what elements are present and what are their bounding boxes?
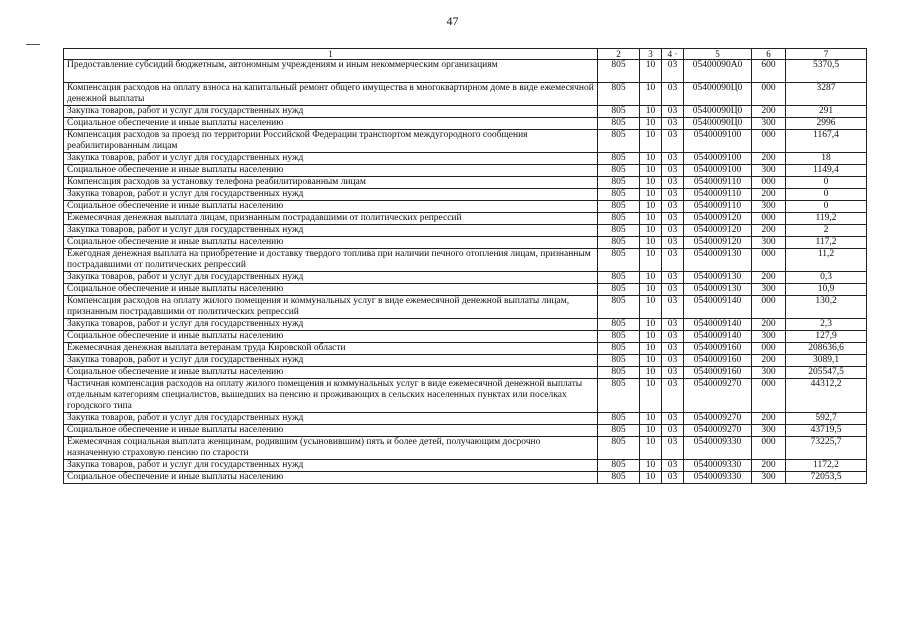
subsection-code-cell: 03 [662,319,684,331]
column-header: 5 [684,49,752,60]
amount-cell: 117,2 [786,237,867,249]
amount-cell: 72053,5 [786,472,867,484]
ministry-code-cell: 805 [598,213,640,225]
ministry-code-cell: 805 [598,153,640,165]
ministry-code-cell: 805 [598,460,640,472]
ministry-code-cell: 805 [598,284,640,296]
table-row [64,153,867,165]
subsection-code-cell: 03 [662,355,684,367]
table-row [64,331,867,343]
amount-cell: 44312,2 [786,379,867,413]
expense-type-cell: 000 [752,130,786,153]
target-article-cell: 05400090А0 [684,60,752,83]
target-article-cell: 0540009140 [684,296,752,319]
amount-cell: 2 [786,225,867,237]
section-code-cell: 10 [640,106,662,118]
target-article-cell: 0540009140 [684,319,752,331]
expense-name-cell: Социальное обеспечение и иные выплаты населению [64,201,598,213]
expense-type-cell: 000 [752,213,786,225]
subsection-code-cell: 03 [662,153,684,165]
target-article-cell: 05400090Ц0 [684,83,752,106]
scan-edge-mark [26,44,40,45]
expense-name-cell: Закупка товаров, работ и услуг для государственных нужд [64,460,598,472]
section-code-cell: 10 [640,130,662,153]
table-row [64,177,867,189]
amount-cell: 2,3 [786,319,867,331]
ministry-code-cell: 805 [598,83,640,106]
section-code-cell: 10 [640,425,662,437]
subsection-code-cell: 03 [662,343,684,355]
section-code-cell: 10 [640,331,662,343]
expense-type-cell: 200 [752,272,786,284]
expense-type-cell: 000 [752,249,786,272]
expense-name-cell: Ежегодная денежная выплата на приобретение и доставку твердого топлива при наличии печного отопления лицам, признанным пострадавшими от политических репрессий [64,249,598,272]
amount-cell: 5370,5 [786,60,867,83]
column-number-row [64,49,867,60]
section-code-cell: 10 [640,118,662,130]
ministry-code-cell: 805 [598,355,640,367]
section-code-cell: 10 [640,213,662,225]
ministry-code-cell: 805 [598,189,640,201]
subsection-code-cell: 03 [662,272,684,284]
section-code-cell: 10 [640,296,662,319]
expense-type-cell: 200 [752,460,786,472]
expense-name-cell: Социальное обеспечение и иные выплаты населению [64,472,598,484]
expense-type-cell: 200 [752,225,786,237]
subsection-code-cell: 03 [662,237,684,249]
ministry-code-cell: 805 [598,60,640,83]
expense-type-cell: 200 [752,355,786,367]
table-row [64,425,867,437]
ministry-code-cell: 805 [598,106,640,118]
table-row [64,460,867,472]
expense-name-cell: Социальное обеспечение и иные выплаты населению [64,237,598,249]
ministry-code-cell: 805 [598,130,640,153]
subsection-code-cell: 03 [662,460,684,472]
amount-cell: 0 [786,177,867,189]
ministry-code-cell: 805 [598,331,640,343]
table-row [64,319,867,331]
amount-cell: 1167,4 [786,130,867,153]
expense-name-cell: Социальное обеспечение и иные выплаты населению [64,331,598,343]
expense-type-cell: 300 [752,165,786,177]
amount-cell: 205547,5 [786,367,867,379]
expense-type-cell: 300 [752,118,786,130]
expense-type-cell: 300 [752,284,786,296]
subsection-code-cell: 03 [662,60,684,83]
target-article-cell: 0540009100 [684,130,752,153]
expense-name-cell: Компенсация расходов на оплату жилого помещения и коммунальных услуг в виде ежемесячной денежной выплаты лицам, признанным пострадавшими от политических репрессий [64,296,598,319]
ministry-code-cell: 805 [598,272,640,284]
target-article-cell: 0540009130 [684,272,752,284]
amount-cell: 208636,6 [786,343,867,355]
table-row [64,189,867,201]
section-code-cell: 10 [640,83,662,106]
expense-type-cell: 300 [752,472,786,484]
expense-name-cell: Закупка товаров, работ и услуг для государственных нужд [64,189,598,201]
target-article-cell: 0540009120 [684,225,752,237]
table-row [64,472,867,484]
amount-cell: 0 [786,201,867,213]
subsection-code-cell: 03 [662,189,684,201]
section-code-cell: 10 [640,189,662,201]
expense-name-cell: Закупка товаров, работ и услуг для государственных нужд [64,106,598,118]
subsection-code-cell: 03 [662,472,684,484]
target-article-cell: 0540009330 [684,437,752,460]
amount-cell: 0,3 [786,272,867,284]
amount-cell: 119,2 [786,213,867,225]
expense-name-cell: Закупка товаров, работ и услуг для государственных нужд [64,355,598,367]
subsection-code-cell: 03 [662,106,684,118]
table-row [64,213,867,225]
table-row [64,355,867,367]
expense-type-cell: 600 [752,60,786,83]
table-row [64,201,867,213]
ministry-code-cell: 805 [598,165,640,177]
section-code-cell: 10 [640,249,662,272]
expense-name-cell: Предоставление субсидий бюджетным, автономным учреждениям и иным некоммерческим организациям [64,60,598,83]
table-row [64,118,867,130]
amount-cell: 18 [786,153,867,165]
amount-cell: 3089,1 [786,355,867,367]
expense-type-cell: 000 [752,177,786,189]
subsection-code-cell: 03 [662,165,684,177]
expense-name-cell: Ежемесячная социальная выплата женщинам, родившим (усыновившим) пять и более детей, получающим досрочно назначенную страховую пенсию по старости [64,437,598,460]
ministry-code-cell: 805 [598,425,640,437]
expense-name-cell: Социальное обеспечение и иные выплаты населению [64,284,598,296]
table-row [64,284,867,296]
ministry-code-cell: 805 [598,472,640,484]
expense-name-cell: Социальное обеспечение и иные выплаты населению [64,118,598,130]
target-article-cell: 0540009330 [684,460,752,472]
target-article-cell: 0540009160 [684,367,752,379]
expense-type-cell: 300 [752,367,786,379]
expense-type-cell: 200 [752,413,786,425]
expense-name-cell: Компенсация расходов за установку телефона реабилитированным лицам [64,177,598,189]
expense-name-cell: Закупка товаров, работ и услуг для государственных нужд [64,153,598,165]
column-header: 2 [598,49,640,60]
ministry-code-cell: 805 [598,225,640,237]
target-article-cell: 0540009160 [684,343,752,355]
section-code-cell: 10 [640,472,662,484]
table-row [64,437,867,460]
amount-cell: 1149,4 [786,165,867,177]
expense-name-cell: Закупка товаров, работ и услуг для государственных нужд [64,225,598,237]
section-code-cell: 10 [640,177,662,189]
expense-name-cell: Закупка товаров, работ и услуг для государственных нужд [64,319,598,331]
subsection-code-cell: 03 [662,201,684,213]
expense-name-cell: Закупка товаров, работ и услуг для государственных нужд [64,413,598,425]
expense-name-cell: Ежемесячная денежная выплата ветеранам труда Кировской области [64,343,598,355]
target-article-cell: 05400090Ц0 [684,106,752,118]
target-article-cell: 0540009120 [684,213,752,225]
section-code-cell: 10 [640,60,662,83]
subsection-code-cell: 03 [662,213,684,225]
ministry-code-cell: 805 [598,177,640,189]
table-row [64,367,867,379]
expense-name-cell: Социальное обеспечение и иные выплаты населению [64,425,598,437]
section-code-cell: 10 [640,319,662,331]
section-code-cell: 10 [640,225,662,237]
ministry-code-cell: 805 [598,237,640,249]
section-code-cell: 10 [640,165,662,177]
expense-name-cell: Закупка товаров, работ и услуг для государственных нужд [64,272,598,284]
expense-type-cell: 300 [752,237,786,249]
table-row [64,130,867,153]
ministry-code-cell: 805 [598,367,640,379]
subsection-code-cell: 03 [662,225,684,237]
expense-name-cell: Социальное обеспечение и иные выплаты населению [64,367,598,379]
column-header: 7 [786,49,867,60]
ministry-code-cell: 805 [598,437,640,460]
amount-cell: 127,9 [786,331,867,343]
target-article-cell: 0540009110 [684,201,752,213]
ministry-code-cell: 805 [598,343,640,355]
section-code-cell: 10 [640,437,662,460]
target-article-cell: 0540009130 [684,249,752,272]
subsection-code-cell: 03 [662,379,684,413]
target-article-cell: 0540009270 [684,413,752,425]
section-code-cell: 10 [640,201,662,213]
section-code-cell: 10 [640,237,662,249]
target-article-cell: 0540009160 [684,355,752,367]
amount-cell: 592,7 [786,413,867,425]
target-article-cell: 05400090Ц0 [684,118,752,130]
section-code-cell: 10 [640,460,662,472]
expense-type-cell: 300 [752,331,786,343]
target-article-cell: 0540009130 [684,284,752,296]
subsection-code-cell: 03 [662,331,684,343]
table-row [64,249,867,272]
target-article-cell: 0540009330 [684,472,752,484]
target-article-cell: 0540009120 [684,237,752,249]
table-row [64,272,867,284]
page-number: 47 [446,14,459,28]
expense-type-cell: 300 [752,425,786,437]
section-code-cell: 10 [640,367,662,379]
amount-cell: 130,2 [786,296,867,319]
expense-name-cell: Социальное обеспечение и иные выплаты населению [64,165,598,177]
ministry-code-cell: 805 [598,201,640,213]
expense-type-cell: 000 [752,296,786,319]
column-header: 6 [752,49,786,60]
expense-type-cell: 000 [752,379,786,413]
subsection-code-cell: 03 [662,177,684,189]
subsection-code-cell: 03 [662,130,684,153]
expense-type-cell: 200 [752,319,786,331]
table-row [64,165,867,177]
ministry-code-cell: 805 [598,118,640,130]
target-article-cell: 0540009100 [684,153,752,165]
amount-cell: 73225,7 [786,437,867,460]
expense-type-cell: 200 [752,153,786,165]
ministry-code-cell: 805 [598,379,640,413]
section-code-cell: 10 [640,272,662,284]
ministry-code-cell: 805 [598,249,640,272]
section-code-cell: 10 [640,343,662,355]
table-row [64,83,867,106]
target-article-cell: 0540009110 [684,177,752,189]
budget-table [63,48,867,484]
table-row [64,379,867,413]
section-code-cell: 10 [640,355,662,367]
subsection-code-cell: 03 [662,425,684,437]
subsection-code-cell: 03 [662,367,684,379]
amount-cell: 43719,5 [786,425,867,437]
target-article-cell: 0540009110 [684,189,752,201]
subsection-code-cell: 03 [662,118,684,130]
column-header: 3 [640,49,662,60]
ministry-code-cell: 805 [598,319,640,331]
expense-type-cell: 200 [752,189,786,201]
column-header: 4 · [662,49,684,60]
expense-name-cell: Частичная компенсация расходов на оплату жилого помещения и коммунальных услуг в виде ежемесячной денежной выплаты отдельным категориям специалистов, вышедших на пенсию и проживающих в сельских населенных пунктах или поселках городского типа [64,379,598,413]
section-code-cell: 10 [640,413,662,425]
expense-type-cell: 200 [752,106,786,118]
expense-type-cell: 300 [752,201,786,213]
target-article-cell: 0540009270 [684,425,752,437]
target-article-cell: 0540009100 [684,165,752,177]
expense-name-cell: Компенсация расходов за проезд по территории Российской Федерации транспортом междугородного сообщения реабилитированным лицам [64,130,598,153]
expense-type-cell: 000 [752,343,786,355]
subsection-code-cell: 03 [662,284,684,296]
table-row [64,106,867,118]
expense-name-cell: Компенсация расходов на оплату взноса на капитальный ремонт общего имущества в многоквартирном доме в виде ежемесячной денежной выплаты [64,83,598,106]
amount-cell: 1172,2 [786,460,867,472]
expense-type-cell: 000 [752,83,786,106]
amount-cell: 11,2 [786,249,867,272]
table-row [64,237,867,249]
column-header: 1 [64,49,598,60]
table-row [64,343,867,355]
table-row [64,413,867,425]
amount-cell: 3287 [786,83,867,106]
target-article-cell: 0540009270 [684,379,752,413]
ministry-code-cell: 805 [598,296,640,319]
section-code-cell: 10 [640,284,662,296]
amount-cell: 0 [786,189,867,201]
section-code-cell: 10 [640,153,662,165]
table-row [64,225,867,237]
subsection-code-cell: 03 [662,437,684,460]
subsection-code-cell: 03 [662,83,684,106]
amount-cell: 10,9 [786,284,867,296]
table-row [64,60,867,83]
table-row [64,296,867,319]
subsection-code-cell: 03 [662,296,684,319]
expense-name-cell: Ежемесячная денежная выплата лицам, признанным пострадавшими от политических репрессий [64,213,598,225]
subsection-code-cell: 03 [662,413,684,425]
ministry-code-cell: 805 [598,413,640,425]
expense-type-cell: 000 [752,437,786,460]
target-article-cell: 0540009140 [684,331,752,343]
amount-cell: 2996 [786,118,867,130]
subsection-code-cell: 03 [662,249,684,272]
section-code-cell: 10 [640,379,662,413]
amount-cell: 291 [786,106,867,118]
